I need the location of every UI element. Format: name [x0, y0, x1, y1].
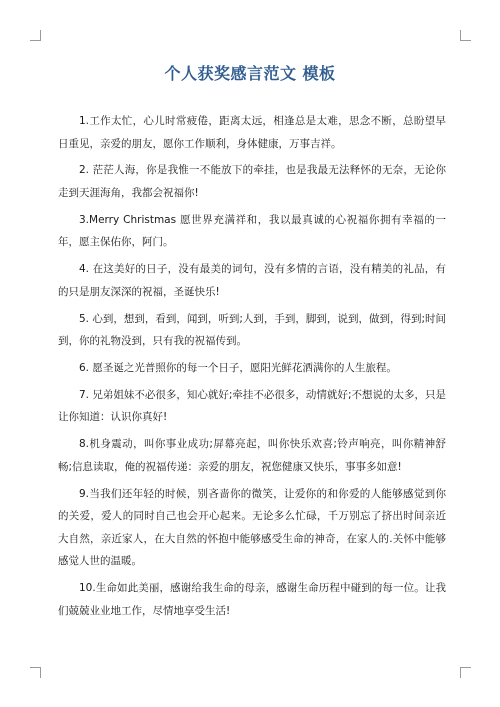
paragraph-3: 3.Merry Christmas 愿世界充满祥和，我以最真诚的心祝福你拥有幸福的一年，愿主保佑你，阿门。 — [58, 213, 446, 249]
document-body — [58, 110, 446, 626]
paragraph-9: 9.当我们还年轻的时候，别吝啬你的微笑，让爱你的和你爱的人能够感觉到你的关爱，爱人的同时自己也会开心起来。无论多么忙碌，千万别忘了挤出时间亲近大自然，亲近家人，在大自然的怀抱中能够感受生命的神奇，在家人的.关怀中能够感觉人世的温暖。 — [58, 487, 446, 568]
paragraph-7: 7. 兄弟姐妹不必很多，知心就好;牵挂不必很多，动情就好;不想说的太多，只是让你知道：认识你真好! — [58, 388, 446, 424]
document-title: 个人获奖感言范文 模板 — [164, 64, 336, 83]
paragraph-6: 6. 愿圣诞之光普照你的每一个日子，愿阳光鲜花洒满你的人生旅程。 — [79, 361, 397, 374]
paragraph-5: 5. 心到，想到，看到，闻到，听到;人到，手到，脚到，说到，做到，得到;时间到，你的礼物没到，只有我的祝福传到。 — [58, 312, 446, 348]
paragraph-8: 8.机身震动，叫你事业成功;屏幕亮起，叫你快乐欢喜;铃声响亮，叫你精神舒畅;信息读取，俺的祝福传递：亲爱的朋友，祝您健康又快乐，事事多如意! — [58, 438, 446, 473]
crop-mark-bottom-right — [460, 667, 471, 678]
crop-mark-top-left — [30, 30, 41, 41]
paragraph-1: 1.工作太忙，心儿时常疲倦，距离太远，相逢总是太难，思念不断，总盼望早日重见，亲爱的朋友，愿你工作顺利，身体健康，万事吉祥。 — [58, 115, 446, 150]
paragraph-4: 4. 在这美好的日子，没有最美的词句，没有多情的言语，没有精美的礼品，有的只是朋友深深的祝福，圣诞快乐! — [58, 263, 446, 298]
paragraph-10: 10.生命如此美丽，感谢给我生命的母亲，感谢生命历程中碰到的每一位。让我们兢兢业业地工作，尽情地享受生活! — [58, 582, 446, 617]
paragraph-2: 2. 茫茫人海，你是我惟一不能放下的牵挂，也是我最无法释怀的无奈，无论你走到天涯海角，我都会祝福你! — [58, 164, 446, 199]
crop-mark-top-right — [460, 30, 471, 41]
crop-mark-bottom-left — [30, 667, 41, 678]
